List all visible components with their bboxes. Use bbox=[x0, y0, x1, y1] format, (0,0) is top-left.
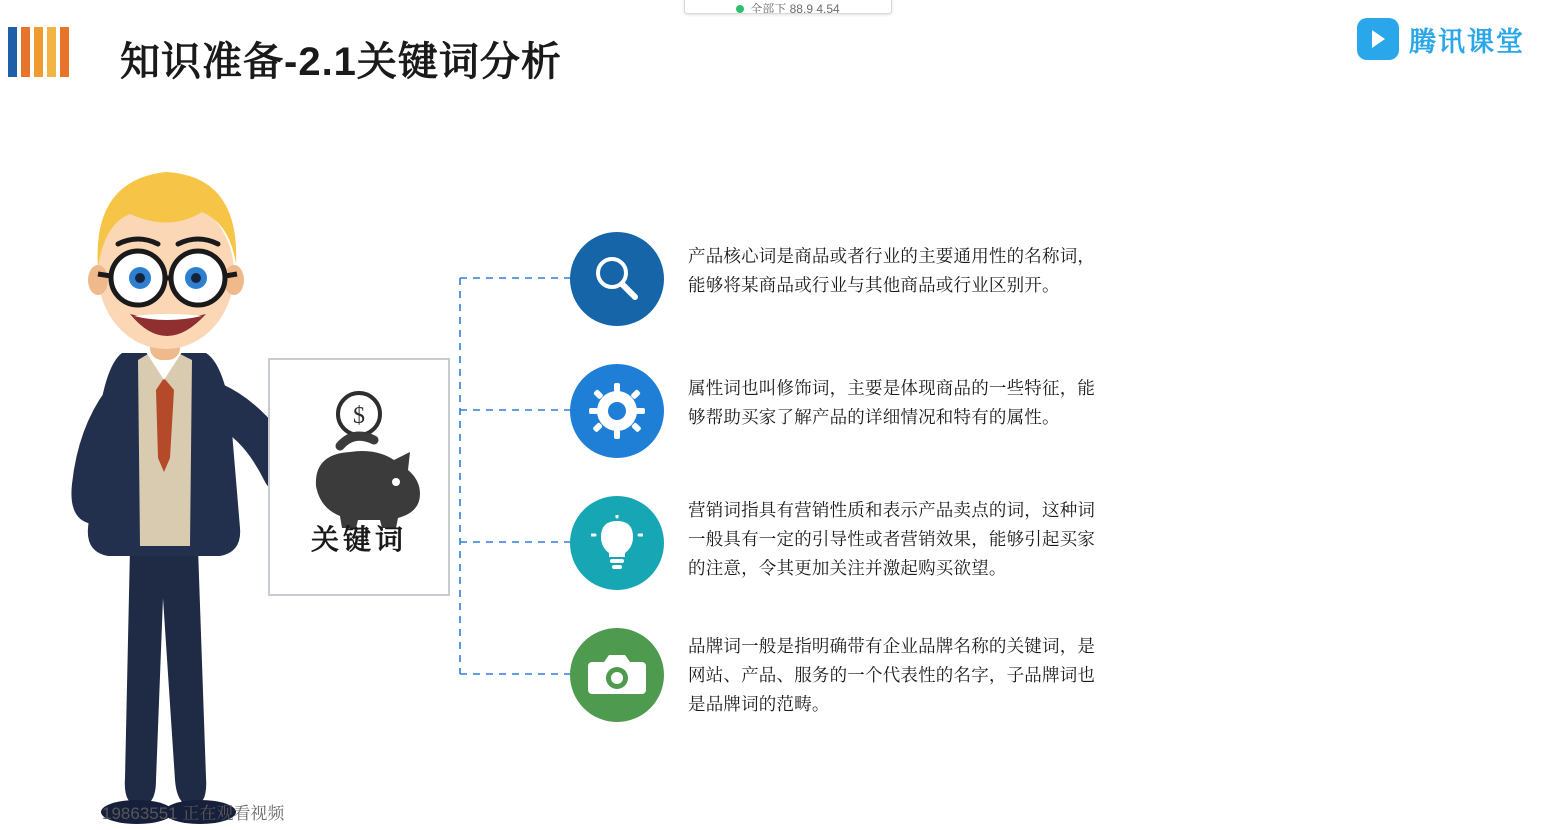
gear-icon bbox=[570, 364, 664, 458]
diagram-item-2-text: 营销词指具有营销性质和表示产品卖点的词，这种词一般具有一定的引导性或者营销效果，能够引起买家的注意，令其更加关注并激起购买欲望。 bbox=[688, 500, 1096, 578]
camera-icon bbox=[570, 628, 664, 722]
brand-name: 腾讯课堂 bbox=[1409, 26, 1525, 57]
piggy-bank-icon bbox=[270, 382, 448, 532]
diagram-item-3 bbox=[570, 628, 1096, 722]
keyword-card-label: 关键词 bbox=[310, 524, 407, 555]
connector-lines bbox=[455, 240, 585, 700]
svg-text:$: $ bbox=[353, 403, 365, 429]
lightbulb-icon bbox=[570, 496, 664, 590]
diagram-item-1-text: 属性词也叫修饰词，主要是体现商品的一些特征，能够帮助买家了解产品的详细情况和特有的属性。 bbox=[688, 378, 1096, 427]
diagram-item-3-text: 品牌词一般是指明确带有企业品牌名称的关键词，是网站、产品、服务的一个代表性的名字，子品牌词也是品牌词的范畴。 bbox=[688, 636, 1096, 714]
top-status-chip-inner bbox=[736, 0, 839, 14]
accent-bar-1 bbox=[8, 27, 17, 77]
title-accent-bars bbox=[8, 27, 69, 77]
diagram-item-2 bbox=[570, 496, 1096, 590]
diagram-item-0 bbox=[570, 232, 1096, 326]
accent-bar-5 bbox=[60, 27, 69, 77]
viewer-watermark: 19863551 正在观看视频 bbox=[102, 804, 285, 823]
accent-bar-4 bbox=[47, 27, 56, 77]
diagram-item-1 bbox=[570, 364, 1096, 458]
magnifier-icon bbox=[570, 232, 664, 326]
keyword-card bbox=[268, 358, 450, 596]
play-icon bbox=[1357, 18, 1399, 60]
top-status-chip-label: 全部下 88.9 4.54 bbox=[750, 2, 840, 14]
status-dot-icon bbox=[736, 5, 744, 13]
page-title: 知识准备-2.1关键词分析 bbox=[120, 40, 562, 84]
diagram-item-0-text: 产品核心词是商品或者行业的主要通用性的名称词，能够将某商品或行业与其他商品或行业区别开。 bbox=[688, 246, 1096, 295]
accent-bar-2 bbox=[21, 27, 30, 77]
accent-bar-3 bbox=[34, 27, 43, 77]
brand-logo bbox=[1357, 18, 1525, 60]
top-status-chip bbox=[684, 0, 892, 14]
